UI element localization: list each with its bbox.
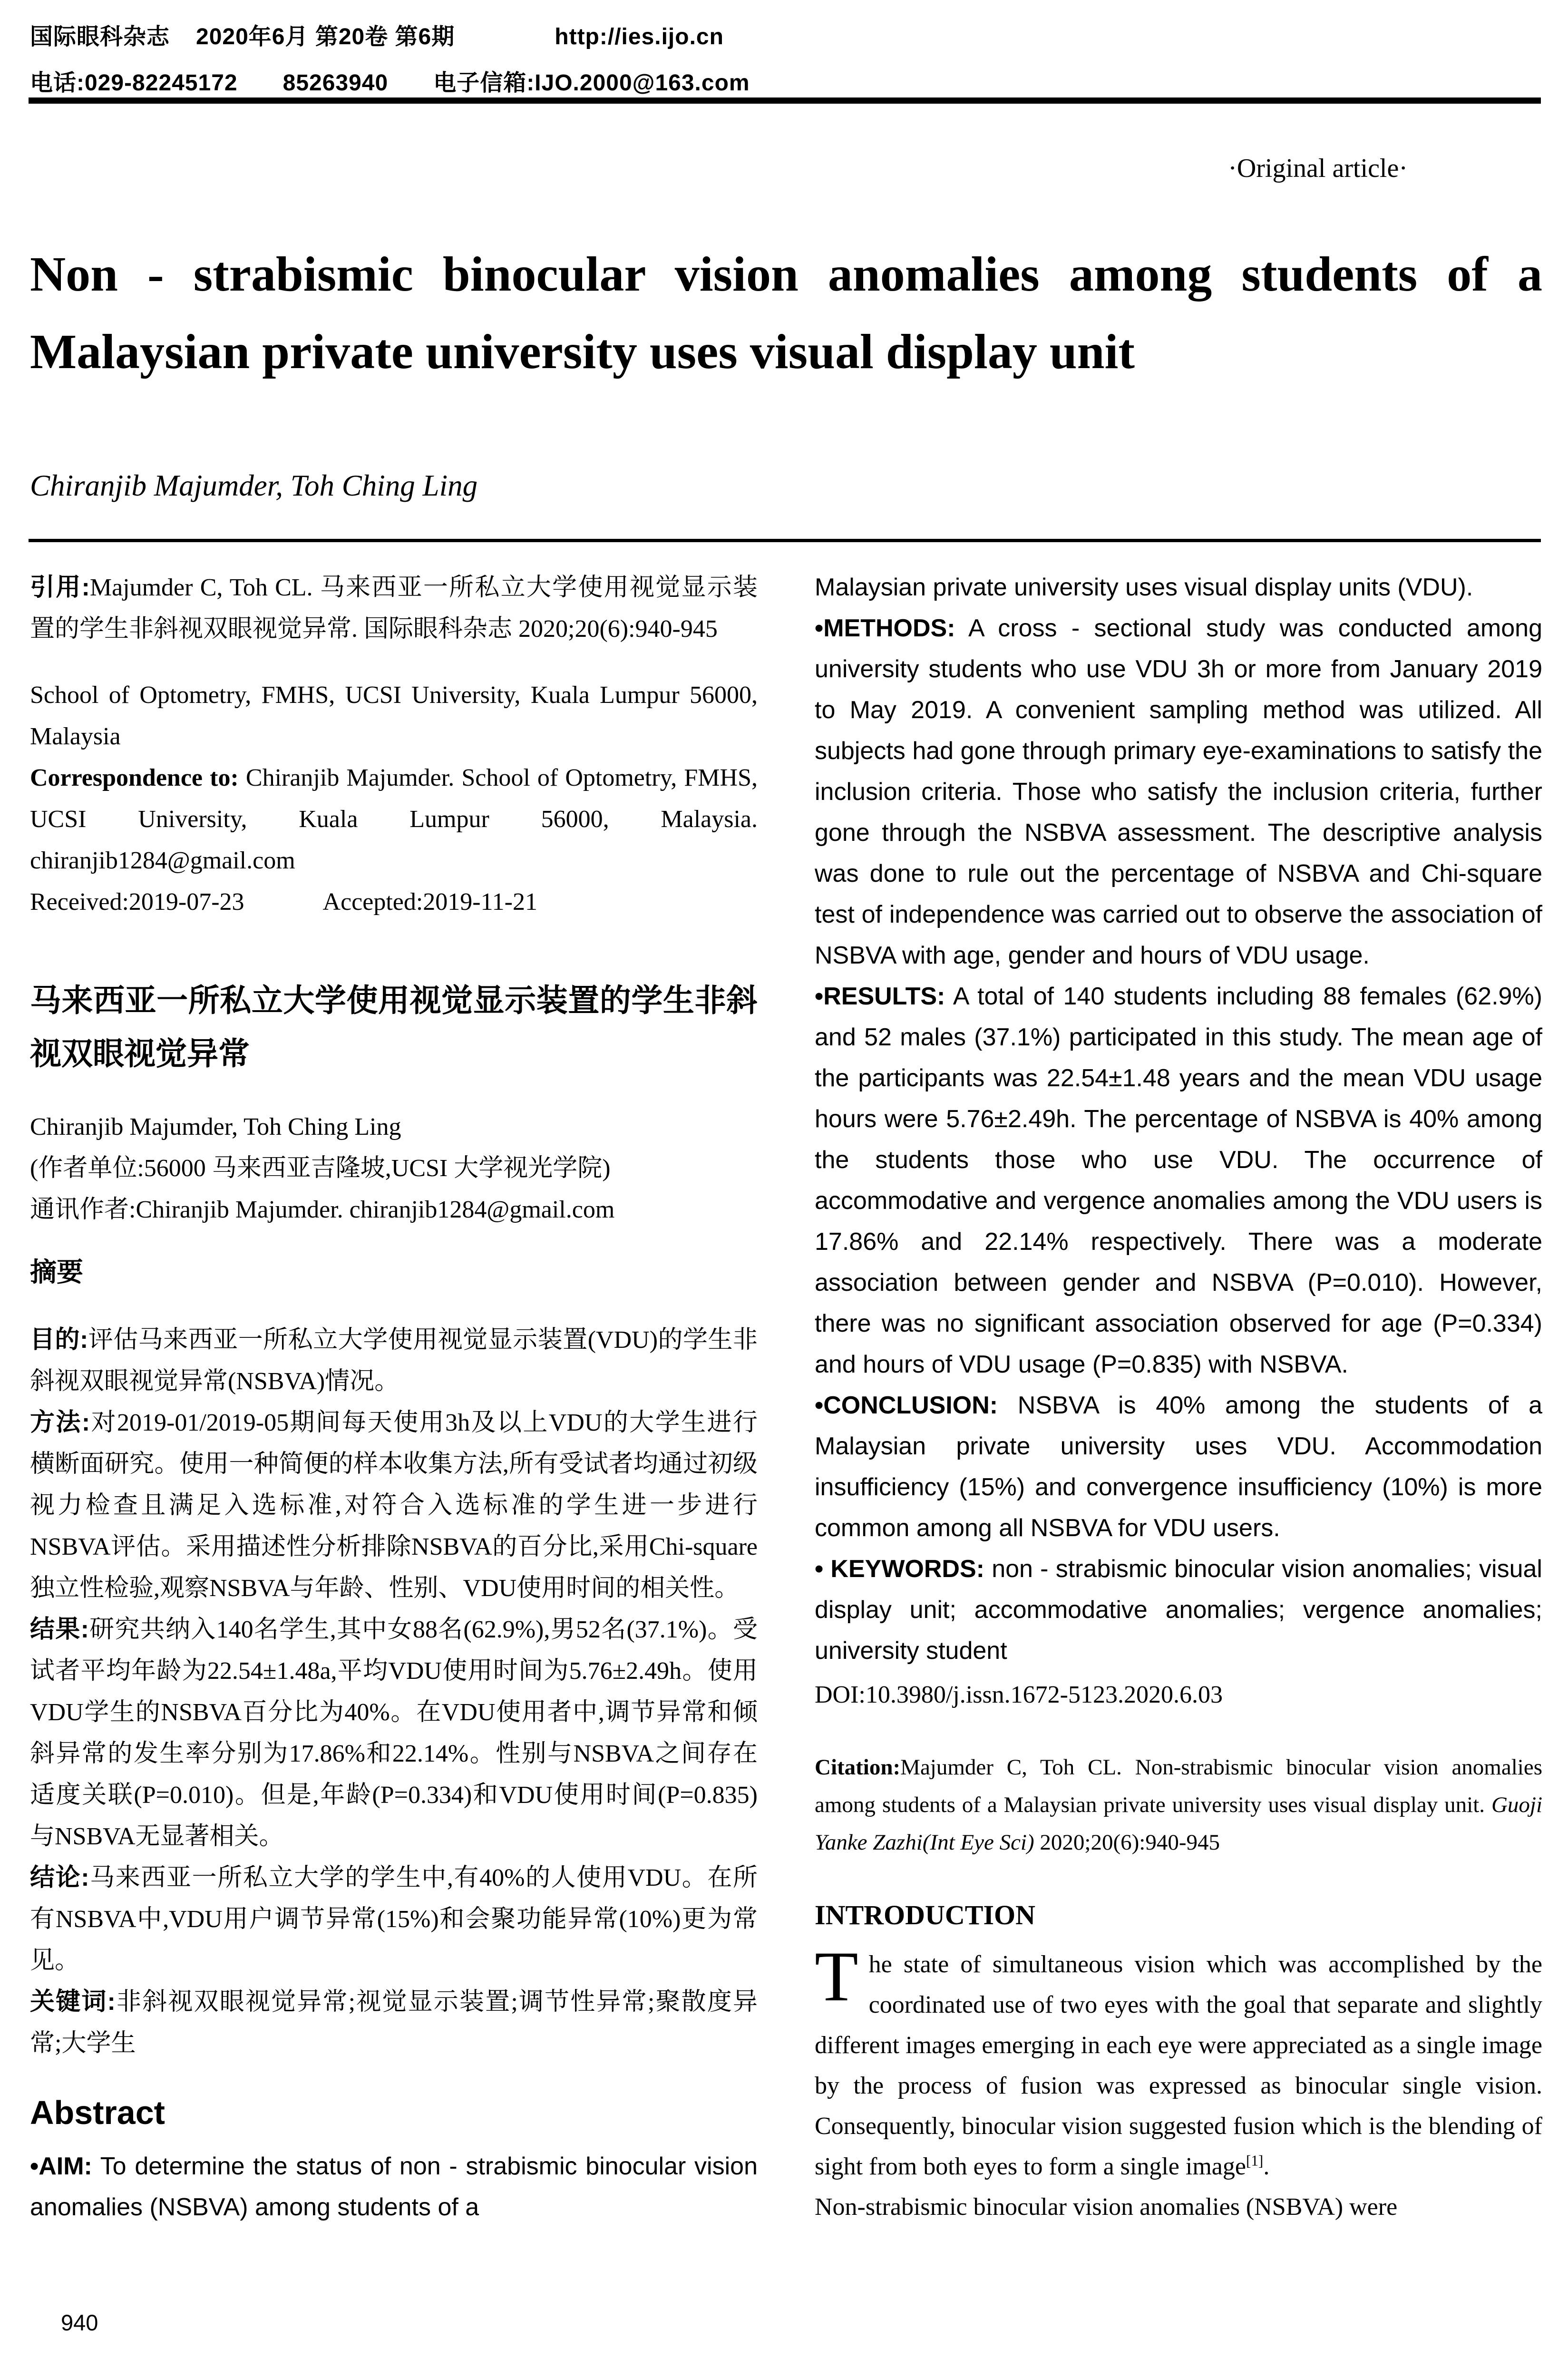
- cn-abstract-heading: 摘要: [30, 1257, 83, 1287]
- header-rule: [29, 97, 1541, 104]
- en-conclusion-text: NSBVA is 40% among the students of a Malaysian private university uses VDU. Accommodation insufficiency (15%) and convergence insufficiency (10%) is more common among all NSBVA for VDU users.: [815, 1392, 1542, 1542]
- introduction-text: he state of simultaneous vision which was accomplished by the coordinated use of two eyes with the goal that separate and slightly different images emerging in each eye were appreciated as a single image by the process of fusion was expressed as binocular single vision. Consequently, binocular vision suggested fusion which is the blending of sight from both eyes to form a single image: [815, 1951, 1542, 2180]
- issue-info: 2020年6月 第20卷 第6期: [196, 24, 455, 49]
- en-keywords-label: • KEYWORDS:: [815, 1555, 984, 1583]
- dates-row: [30, 881, 758, 923]
- citation: [815, 1749, 1542, 1861]
- spacer: [30, 923, 758, 947]
- en-results-label: •RESULTS:: [815, 983, 945, 1010]
- article-authors: Chiranjib Majumder, Toh Ching Ling: [30, 469, 478, 502]
- journal-email: 电子信箱:IJO.2000@163.com: [433, 70, 750, 96]
- cn-methods-label: 方法:: [30, 1408, 90, 1436]
- en-aim-continuation: Malaysian private university uses visual display units (VDU).: [815, 574, 1473, 601]
- cn-keywords: [30, 1981, 758, 2064]
- en-results-text: A total of 140 students including 88 females (62.9%) and 52 males (37.1%) participated in this study. The mean age of the participants was 22.54±1.48 years and the mean VDU usage hours were 5.76±2.49h. The percentage of NSBVA is 40% among the students those who use VDU. The occurrence of accommodative and vergence anomalies among the VDU users is 17.86% and 22.14% respectively. There was a moderate association between gender and NSBVA (P=0.010). However, there was no significant association observed for age (P=0.334) and hours of VDU usage (P=0.835) with NSBVA.: [815, 983, 1542, 1378]
- cn-abstract-methods: [30, 1402, 758, 1609]
- cn-authors: Chiranjib Majumder, Toh Ching Ling: [30, 1113, 401, 1140]
- cn-citation-label: 引用:: [30, 574, 90, 601]
- citation-label: Citation:: [815, 1755, 901, 1780]
- cn-citation-text: Majumder C, Toh CL. 马来西亚一所私立大学使用视觉显示装置的学生非斜视双眼视觉异常. 国际眼科杂志 2020;20(6):940-945: [30, 574, 758, 643]
- spacer: [30, 650, 758, 674]
- affiliation: School of Optometry, FMHS, UCSI University, Kuala Lumpur 56000, Malaysia: [30, 682, 758, 750]
- cn-conclusion-text: 马来西亚一所私立大学的学生中,有40%的人使用VDU。在所有NSBVA中,VDU用户调节异常(15%)和会聚功能异常(10%)更为常见。: [30, 1864, 758, 1974]
- cn-citation: [30, 567, 758, 650]
- citation-text: Majumder C, Toh CL. Non-strabismic binocular vision anomalies among students of a Malaysian private university uses visual display unit.: [815, 1755, 1542, 1817]
- doi: DOI:10.3980/j.issn.1672-5123.2020.6.03: [815, 1681, 1223, 1708]
- introduction-text-period: .: [1263, 2153, 1270, 2180]
- cn-affiliation: (作者单位:56000 马来西亚吉隆坡,UCSI 大学视光学院): [30, 1154, 611, 1182]
- en-conclusion: [815, 1385, 1542, 1549]
- journal-name: 国际眼科杂志: [30, 24, 170, 49]
- page-number: 940: [61, 2310, 98, 2335]
- article-body: [30, 567, 1542, 2228]
- cn-conclusion-label: 结论:: [30, 1863, 89, 1891]
- cn-correspondence: [30, 1189, 758, 1230]
- en-aim-text: To determine the status of non - strabismic binocular vision anomalies (NSBVA) among students of a: [30, 2152, 758, 2221]
- divider-rule: [29, 539, 1541, 542]
- en-keywords-text: non - strabismic binocular vision anomalies; visual display unit; accommodative anomalies; vergence anomalies; university student: [815, 1555, 1542, 1665]
- reference-marker: [1]: [1246, 2152, 1264, 2169]
- introduction-paragraph-2: Non-strabismic binocular vision anomalies (NSBVA) were: [815, 2193, 1398, 2221]
- correspondence: [30, 757, 758, 881]
- article-type-label: ·Original article·: [1228, 154, 1408, 183]
- cn-keywords-text: 非斜视双眼视觉异常;视觉显示装置;调节性异常;聚散度异常;大学生: [30, 1988, 758, 2057]
- en-keywords: [815, 1549, 1542, 1671]
- cn-aim-text: 评估马来西亚一所私立大学使用视觉显示装置(VDU)的学生非斜视双眼视觉异常(NSBVA)情况。: [30, 1326, 758, 1395]
- cn-aim-label: 目的:: [30, 1325, 88, 1354]
- drop-cap: T: [815, 1937, 858, 2016]
- article-title: Non - strabismic binocular vision anomalies among students of a Malaysian private university uses visual display unit: [30, 246, 1542, 379]
- correspondence-label: Correspondence to:: [30, 764, 239, 791]
- en-methods-label: •METHODS:: [815, 614, 955, 642]
- header-row-1: [30, 18, 1541, 51]
- introduction-heading: INTRODUCTION: [815, 1900, 1036, 1930]
- cn-methods-text: 对2019-01/2019-05期间每天使用3h及以上VDU的大学生进行横断面研究。使用一种简便的样本收集方法,所有受试者均通过初级视力检查且满足入选标准,对符合入选标准的学生进一步进行NSBVA评估。采用描述性分析排除NSBVA的百分比,采用Chi-square独立性检验,观察NSBVA与年龄、性别、VDU使用时间的相关性。: [30, 1409, 758, 1602]
- correspondence-text: Chiranjib Majumder. School of Optometry, FMHS, UCSI University, Kuala Lumpur 56000, Malaysia. chiranjib1284@gmail.com: [30, 764, 758, 874]
- cn-results-text: 研究共纳入140名学生,其中女88名(62.9%),男52名(37.1%)。受试者平均年龄为22.54±1.48a,平均VDU使用时间为5.76±2.49h。使用VDU学生的NSBVA百分比为40%。在VDU使用者中,调节异常和倾斜异常的发生率分别为17.86%和22.14%。性别与NSBVA之间存在适度关联(P=0.010)。但是,年龄(P=0.334)和VDU使用时间(P=0.835)与NSBVA无显著相关。: [30, 1616, 758, 1850]
- left-column: [30, 567, 758, 2228]
- citation-journal: Guoji Yanke Zazhi(Int Eye Sci): [815, 1792, 1542, 1855]
- introduction-paragraph: [815, 1937, 1542, 2187]
- journal-phone: 电话:029-82245172: [30, 70, 238, 96]
- received-date: Received:2019-07-23: [30, 888, 244, 916]
- cn-abstract-results: [30, 1609, 758, 1857]
- cn-title: 马来西亚一所私立大学使用视觉显示装置的学生非斜视双眼视觉异常: [30, 982, 758, 1071]
- en-methods: [815, 608, 1542, 976]
- en-results: [815, 976, 1542, 1385]
- cn-abstract-aim: [30, 1319, 758, 1402]
- citation-tail: 2020;20(6):940-945: [1034, 1830, 1220, 1855]
- en-abstract-heading: Abstract: [30, 2094, 165, 2131]
- en-aim: [30, 2146, 758, 2228]
- cn-correspondence-text: Chiranjib Majumder. chiranjib1284@gmail.com: [136, 1196, 615, 1223]
- cn-correspondence-label: 通讯作者:: [30, 1196, 136, 1223]
- en-conclusion-label: •CONCLUSION:: [815, 1392, 998, 1419]
- cn-keywords-label: 关键词:: [30, 1987, 116, 2016]
- header-row-2: [30, 64, 1541, 97]
- journal-phone-alt: 85263940: [282, 70, 389, 96]
- cn-abstract-conclusion: [30, 1857, 758, 1981]
- accepted-date: Accepted:2019-11-21: [322, 888, 538, 916]
- journal-header: [30, 18, 1541, 97]
- journal-website: http://ies.ijo.cn: [555, 24, 724, 49]
- en-aim-label: •AIM:: [30, 2152, 92, 2180]
- cn-results-label: 结果:: [30, 1615, 89, 1643]
- right-column: [815, 567, 1542, 2227]
- en-methods-text: A cross - sectional study was conducted among university students who use VDU 3h or more from January 2019 to May 2019. A convenient sampling method was utilized. All subjects had gone through primary eye-examinations to satisfy the inclusion criteria. Those who satisfy the inclusion criteria, further gone through the NSBVA assessment. The descriptive analysis was done to rule out the percentage of NSBVA and Chi-square test of independence was carried out to observe the association of NSBVA with age, gender and hours of VDU usage.: [815, 614, 1542, 969]
